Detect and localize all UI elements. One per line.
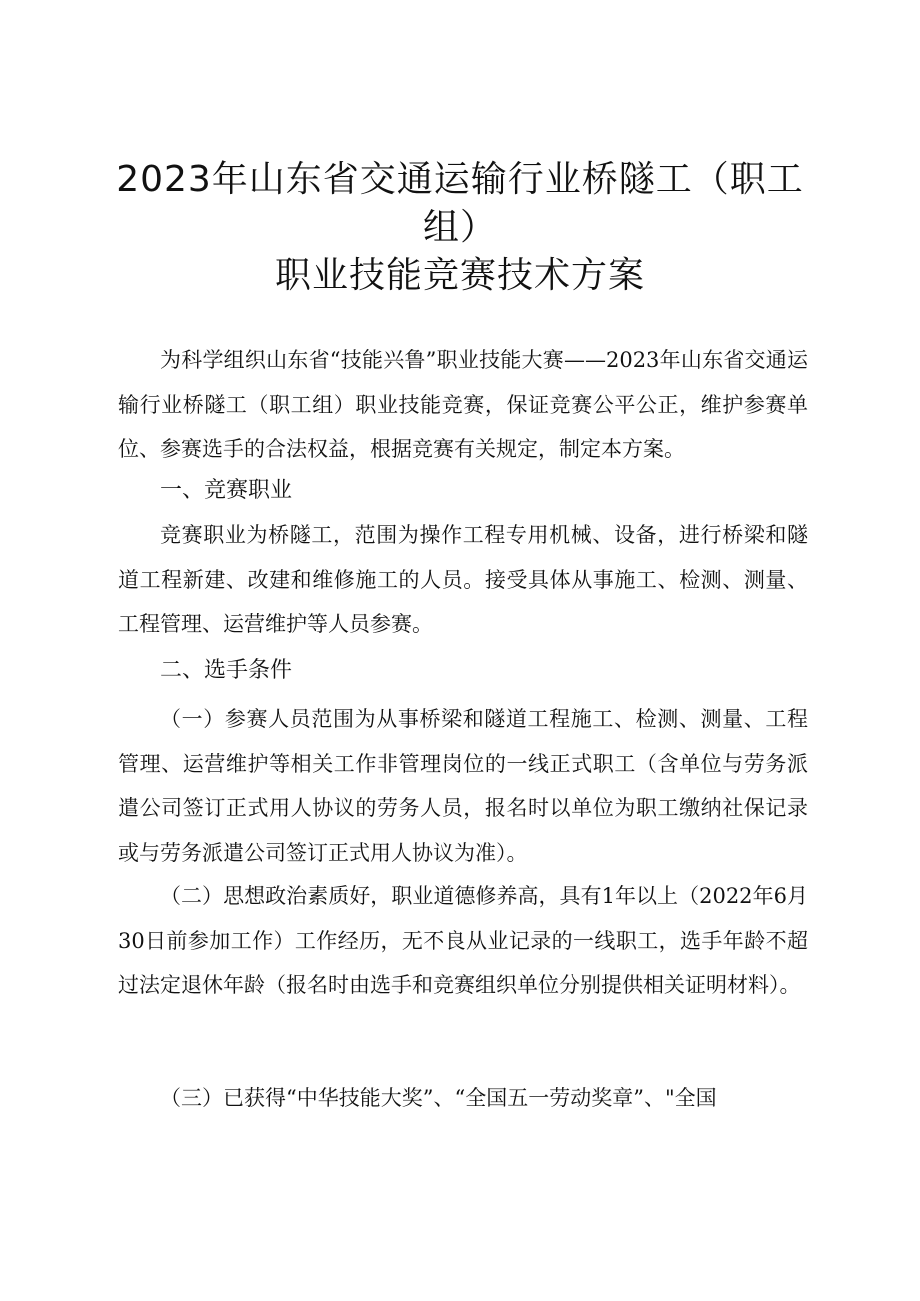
intro-paragraph: 为科学组织山东省“技能兴鲁”职业技能大赛——2023年山东省交通运输行业桥隧工（职工组）职业技能竞赛，保证竞赛公平公正，维护参赛单位、参赛选手的合法权益，根据竞赛有关规定，制定本方案。 <box>118 348 808 461</box>
section-heading-contestant-conditions: 二、选手条件 <box>160 658 293 683</box>
section-heading-competition-occupation: 一、竞赛职业 <box>160 478 293 503</box>
condition-item-1: （一）参赛人员范围为从事桥梁和隧道工程施工、检测、测量、工程管理、运营维护等相关工作非管理岗位的一线正式职工（含单位与劳务派遣公司签订正式用人协议的劳务人员，报名时以单位为职工缴纳社保记录或与劳务派遣公司签订正式用人协议为准）。 <box>118 707 808 865</box>
document-title-line-2: 组） <box>422 207 497 248</box>
document-title-line-1: 2023年山东省交通运输行业桥隧工（职工 <box>116 159 804 200</box>
condition-item-2: （二）思想政治素质好，职业道德修养高，具有1年以上（2022年6月30日前参加工作）工作经历，无不良从业记录的一线职工，选手年龄不超过法定退休年龄（报名时由选手和竞赛组织单位分别提供相关证明材料）。 <box>118 884 808 997</box>
document-title-line-3: 职业技能竞赛技术方案 <box>274 255 645 296</box>
section-paragraph-competition-occupation: 竞赛职业为桥隧工，范围为操作工程专用机械、设备，进行桥梁和隧道工程新建、改建和维修施工的人员。接受具体从事施工、检测、测量、工程管理、运营维护等人员参赛。 <box>118 523 808 636</box>
condition-item-3: （三）已获得“中华技能大奖”、“全国五一劳动奖章”、"全国 <box>160 1086 717 1110</box>
